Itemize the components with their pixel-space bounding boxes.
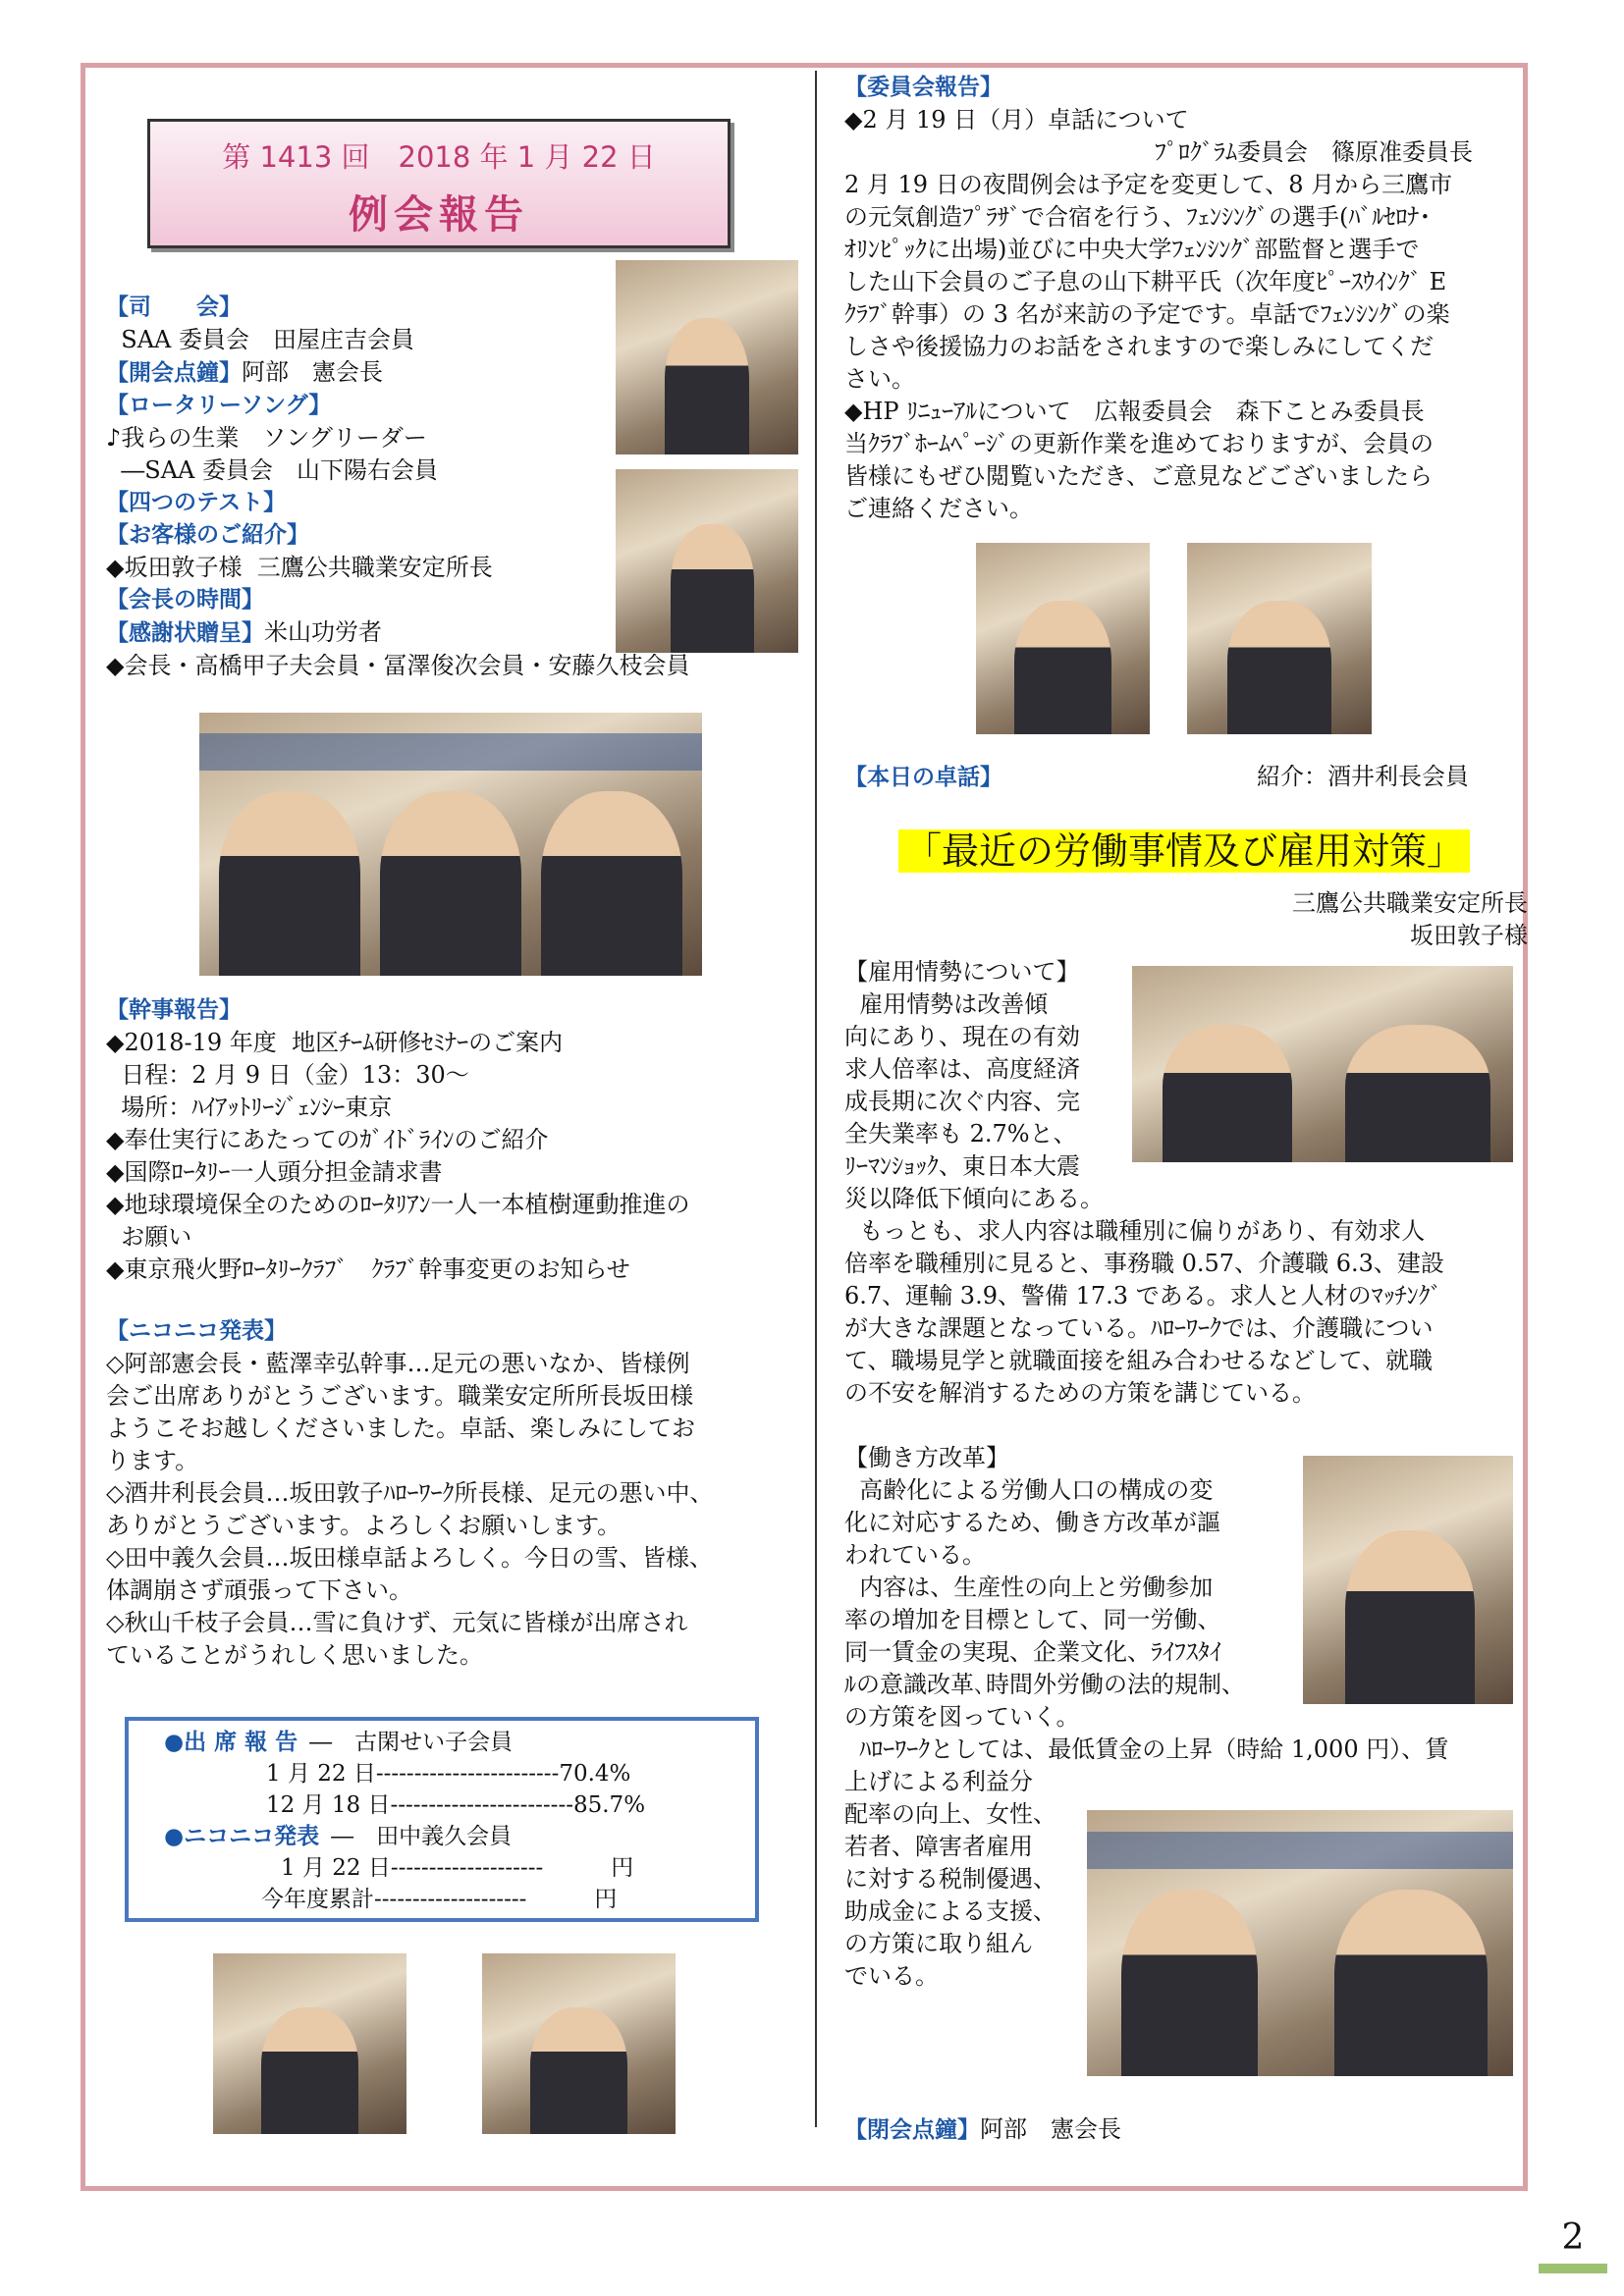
sec1-line: 6.7、運輸 3.9、警備 17.3 である。求人と人材のﾏｯﾁﾝｸﾞ — [844, 1282, 1442, 1309]
secretary-report — [106, 994, 793, 1286]
opening-bell-heading: 【開会点鐘】 — [106, 360, 242, 386]
secretary-heading: 【幹事報告】 — [106, 997, 242, 1023]
committee-line: の元気創造ﾌﾟﾗｻﾞで合宿を行う、ﾌｪﾝｼﾝｸﾞの選手(ﾊﾞﾙｾﾛﾅ･ — [844, 203, 1432, 231]
committee-line: した山下会員のご子息の山下耕平氏（次年度ﾋﾟｰｽｳｲﾝｸﾞ E — [844, 268, 1447, 295]
sec2-line: 内容は、生産性の向上と労働参加 — [844, 1574, 1214, 1601]
secretary-line: ◆東京飛火野ﾛｰﾀﾘｰｸﾗﾌﾞ ｸﾗﾌﾞ幹事変更のお知らせ — [106, 1255, 630, 1283]
photo-member-2 — [482, 1953, 676, 2134]
committee-line: 当ｸﾗﾌﾞﾎｰﾑﾍﾟｰｼﾞの更新作業を進めておりますが、会員の — [844, 430, 1434, 457]
nico-line: ◇田中義久会員…坂田様卓話よろしく。今日の雪、皆様、 — [106, 1544, 713, 1572]
secretary-line: ◆奉仕実行にあたってのｶﾞｲﾄﾞﾗｲﾝのご紹介 — [106, 1126, 549, 1153]
nico-heading: 【ニコニコ発表】 — [106, 1318, 287, 1344]
attendance-box — [125, 1717, 759, 1922]
secretary-line: 日程：2 月 9 日（金）13：30～ — [106, 1061, 469, 1089]
committee-line: しさや後援協力のお話をされますので楽しみにしてくだ — [844, 333, 1434, 360]
committee-heading: 【委員会報告】 — [844, 75, 1002, 100]
sec1-line: が大きな課題となっている。ﾊﾛｰﾜｰｸでは、介護職につい — [844, 1314, 1434, 1342]
nico-line: ありがとうございます。よろしくお願いします。 — [106, 1512, 622, 1539]
sec1-line: ﾘｰﾏﾝｼｮｯｸ、東日本大震 — [844, 1152, 1080, 1180]
secretary-line: ◆国際ﾛｰﾀﾘｰ一人頭分担金請求書 — [106, 1158, 443, 1186]
program-list — [106, 292, 690, 682]
sec1-heading: 【雇用情勢について】 — [844, 958, 1080, 986]
committee-line: ◆HP ﾘﾆｭｰｱﾙについて 広報委員会 森下ことみ委員長 — [844, 398, 1425, 425]
sec2-line: 配率の向上、女性、 — [844, 1800, 1056, 1828]
sec1-line: 全失業率も 2.7%と、 — [844, 1120, 1077, 1148]
committee-line: ご連絡ください。 — [844, 495, 1033, 522]
committee-line: 皆様にもぜひ閲覧いただき、ご意見などございましたら — [844, 462, 1434, 490]
nico-line: ります。 — [106, 1447, 199, 1474]
sec2-line: の方策を図っていく。 — [844, 1703, 1080, 1731]
nico-line: 体調崩さず頑張って下さい。 — [106, 1576, 412, 1604]
mc-heading: 【司 会】 — [106, 294, 242, 320]
sec1-line: の不安を解消するための方策を講じている。 — [844, 1379, 1316, 1407]
guest-heading: 【お客様のご紹介】 — [106, 522, 309, 548]
opening-bell-text: 阿部 憲会長 — [242, 358, 383, 386]
page-number: 2 — [1539, 2209, 1607, 2277]
speaker-name: 坂田敦子様 — [1410, 922, 1528, 949]
sec1-line: て、職場見学と就職面接を組み合わせるなどして、就職 — [844, 1347, 1434, 1374]
sec1-line: 雇用情勢は改善傾 — [844, 990, 1049, 1018]
photo-chair — [616, 260, 798, 454]
nico-line: ◇酒井利長会員…坂田敦子ﾊﾛｰﾜｰｸ所長様、足元の悪い中、 — [106, 1479, 714, 1507]
sec1-line: 倍率を職種別に見ると、事務職 0.57、介護職 6.3、建設 — [844, 1250, 1444, 1277]
nico-line: ◇阿部憲会長・藍澤幸弘幹事…足元の悪いなか、皆様例 — [106, 1350, 690, 1377]
president-time-heading: 【会長の時間】 — [106, 587, 264, 613]
nico-box-row: 今年度累計-------------------- 円 — [261, 1887, 618, 1912]
nico-line: ようこそお越しくださいました。卓話、楽しみにしてお — [106, 1415, 695, 1442]
sec2-line: 化に対応するため、働き方改革が謳 — [844, 1509, 1221, 1536]
sec2-line: われている。 — [844, 1541, 986, 1569]
talk-intro: 紹介：酒井利長会員 — [1257, 763, 1469, 790]
sec2-line: 上げによる利益分 — [844, 1768, 1033, 1795]
sec2-line: 若者、障害者雇用 — [844, 1833, 1033, 1860]
report-title: 例会報告 — [349, 192, 529, 238]
photo-committee-1 — [976, 543, 1150, 734]
attendance-row: 12 月 18 日------------------------85.7% — [266, 1792, 646, 1818]
sec2-line: 助成金による支援、 — [844, 1897, 1056, 1925]
committee-line: さい。 — [844, 365, 915, 393]
speaker-org: 三鷹公共職業安定所長 — [1292, 889, 1528, 917]
sec1-line: 成長期に次ぐ内容、完 — [844, 1088, 1080, 1115]
committee-line: 2 月 19 日の夜間例会は予定を変更して、8 月から三鷹市 — [844, 171, 1453, 198]
award-heading: 【感謝状贈呈】 — [106, 620, 264, 646]
nico-report — [106, 1315, 803, 1672]
title-box — [147, 119, 731, 248]
attendance-reporter: ― 古閑せい子会員 — [309, 1730, 514, 1755]
sec2-line: ﾊﾛｰﾜｰｸとしては、最低賃金の上昇（時給 1,000 円）、賃 — [844, 1735, 1449, 1763]
mc-text: SAA 委員会 田屋庄吉会員 — [106, 326, 414, 353]
award-recipients: ◆会長・高橋甲子夫会員・冨澤俊次会員・安藤久枝会員 — [106, 652, 690, 679]
sec1-line: 災以降低下傾向にある。 — [844, 1185, 1104, 1212]
meeting-date: 第 1413 回 2018 年 1 月 22 日 — [222, 140, 656, 174]
rotary-song-text: ♪我らの生業 ソングリーダー — [106, 424, 427, 452]
nico-line: 会ご出席ありがとうございます。職業安定所所長坂田様 — [106, 1382, 694, 1410]
photo-songleader — [616, 469, 798, 653]
rotary-song-heading: 【ロータリーソング】 — [106, 393, 332, 418]
committee-line: ｸﾗﾌﾞ幹事）の 3 名が来訪の予定です。卓話でﾌｪﾝｼﾝｸﾞの楽 — [844, 300, 1450, 328]
committee-report — [844, 72, 1532, 525]
secretary-line: ◆2018-19 年度 地区ﾁｰﾑ研修ｾﾐﾅｰのご案内 — [106, 1029, 564, 1056]
sec1-line: 求人倍率は、高度経済 — [844, 1055, 1080, 1083]
nico-line: ていることがうれしく思いました。 — [106, 1641, 483, 1669]
secretary-line: お願い — [106, 1223, 192, 1251]
nico-box-title: ●ニコニコ発表 — [164, 1824, 320, 1849]
nico-box-row: 1 月 22 日-------------------- 円 — [281, 1855, 634, 1881]
sec2-line: に対する税制優遇、 — [844, 1865, 1056, 1893]
secretary-line: ◆地球環境保全のためのﾛｰﾀﾘｱﾝ一人一本植樹運動推進の — [106, 1191, 690, 1218]
committee-line: ◆2 月 19 日（月）卓話について — [844, 106, 1189, 133]
four-way-test-heading: 【四つのテスト】 — [106, 490, 287, 515]
committee-line: ﾌﾟﾛｸﾞﾗﾑ委員会 篠原准委員長 — [1155, 138, 1473, 166]
attendance-title: ●出 席 報 告 — [164, 1730, 298, 1755]
sec1-line: 向にあり、現在の有効 — [844, 1023, 1080, 1050]
closing-heading: 【閉会点鐘】 — [844, 2117, 980, 2143]
talk-title-wrap — [898, 821, 1470, 875]
committee-line: ｵﾘﾝﾋﾟｯｸに出場)並びに中央大学ﾌｪﾝｼﾝｸﾞ部監督と選手で — [844, 236, 1420, 263]
speaker-block — [982, 887, 1528, 952]
photo-gift — [1087, 1810, 1513, 2076]
attendance-row: 1 月 22 日------------------------70.4% — [266, 1761, 631, 1787]
award-text: 米山功労者 — [264, 618, 382, 646]
sec2-line: でいる。 — [844, 1962, 939, 1990]
talk-section — [844, 761, 1532, 794]
talk-heading: 【本日の卓話】 — [844, 765, 1002, 790]
sec2-line: ﾙの意識改革､時間外労働の法的規制、 — [844, 1671, 1245, 1698]
employment-section — [844, 956, 1532, 1410]
sec2-line: 率の増加を目標として、同一労働、 — [844, 1606, 1221, 1633]
nico-line: ◇秋山千枝子会員…雪に負けず、元気に皆様が出席され — [106, 1609, 688, 1636]
rotary-song-leader: ―SAA 委員会 山下陽右会員 — [106, 456, 438, 484]
closing-text: 阿部 憲会長 — [980, 2115, 1121, 2143]
sec2-line: 高齢化による労働人口の構成の変 — [844, 1476, 1214, 1504]
photo-committee-2 — [1187, 543, 1372, 734]
column-divider — [815, 71, 817, 2127]
sec2-heading: 【働き方改革】 — [844, 1444, 1009, 1471]
photo-award — [199, 713, 702, 976]
sec1-line: もっとも、求人内容は職種別に偏りがあり、有効求人 — [844, 1217, 1426, 1245]
secretary-line: 場所：ﾊｲｱｯﾄﾘｰｼﾞｪﾝｼｰ東京 — [106, 1094, 393, 1121]
talk-title: 「最近の労働事情及び雇用対策」 — [898, 829, 1470, 873]
nico-box-reporter: ― 田中義久会員 — [331, 1824, 513, 1849]
photo-member-1 — [213, 1953, 406, 2134]
sec2-line: 同一賃金の実現、企業文化、ﾗｲﾌｽﾀｲ — [844, 1638, 1221, 1666]
closing-section — [844, 2113, 1532, 2147]
guest-text: ◆坂田敦子様 三鷹公共職業安定所長 — [106, 554, 493, 581]
sec2-line: の方策に取り組ん — [844, 1930, 1033, 1957]
